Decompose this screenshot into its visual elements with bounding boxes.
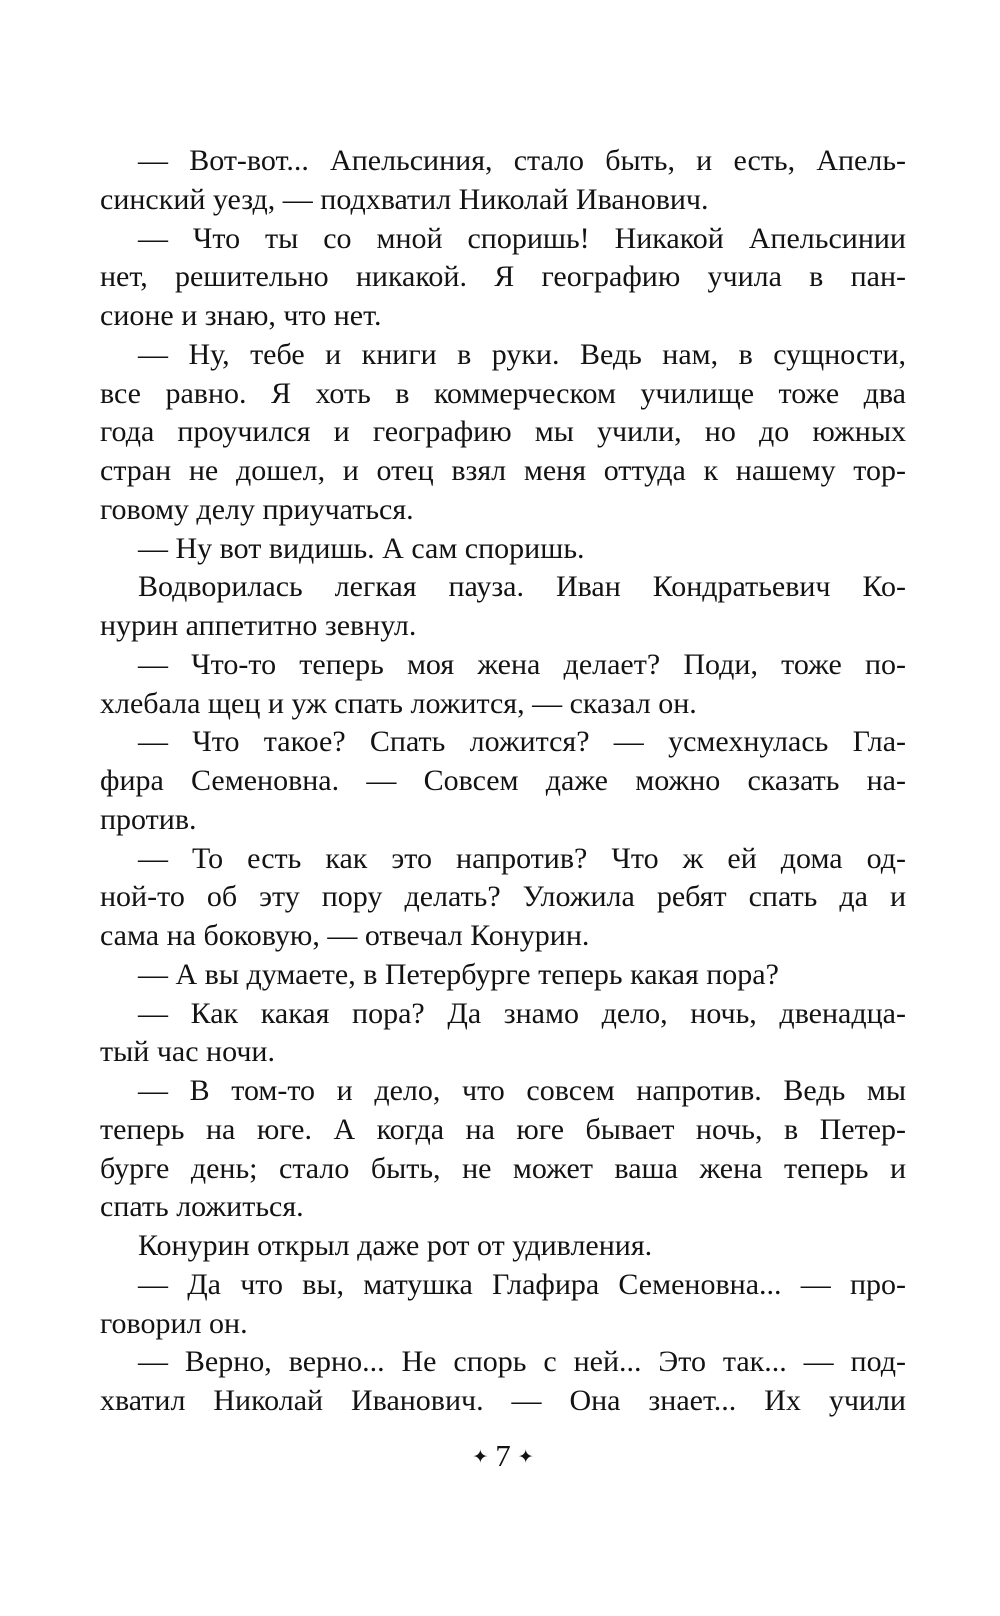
paragraph: [100, 336, 906, 530]
text-line: тый час ночи.: [100, 1035, 275, 1069]
paragraph: [100, 568, 906, 646]
text-block: [100, 142, 906, 1421]
text-line: — То есть как это напротив? Что ж ей дома од-: [138, 841, 906, 875]
text-line: — Что такое? Спать ложится? — усмехнулась Гла-: [138, 725, 906, 759]
text-line: сама на боковую, — отвечал Конурин.: [100, 919, 590, 952]
paragraph: [100, 956, 906, 995]
text-line: все равно. Я хоть в коммерческом училище тоже два: [100, 376, 906, 410]
paragraph: [100, 220, 906, 336]
text-line: говому делу приучаться.: [100, 492, 414, 526]
text-line: — В том-то и дело, что совсем напротив. Ведь мы: [138, 1074, 906, 1107]
text-line: спать ложиться.: [100, 1190, 304, 1224]
text-line: — Вот-вот... Апельсиния, стало быть, и есть, Апель-: [138, 144, 906, 177]
text-line: Конурин открыл даже рот от удивления.: [138, 1229, 653, 1262]
paragraph: [100, 646, 906, 724]
diamond-ornament-icon: ✦: [517, 1447, 534, 1468]
text-line: говорил он.: [100, 1306, 248, 1340]
paragraph: [100, 1343, 906, 1421]
page-number: 7: [495, 1438, 511, 1473]
text-line: синский уезд, — подхватил Николай Иванович.: [100, 182, 709, 216]
text-line: — Ну, тебе и книги в руки. Ведь нам, в сущности,: [138, 337, 906, 371]
text-line: хватил Николай Иванович. — Она знает... Их учили: [100, 1384, 906, 1417]
text-line: сионе и знаю, что нет.: [100, 299, 382, 332]
paragraph: [100, 142, 906, 220]
text-line: теперь на юге. А когда на юге бывает ночь, в Петер-: [100, 1112, 906, 1146]
text-line: — А вы думаете, в Петербурге теперь какая пора?: [138, 957, 779, 991]
text-line: — Да что вы, матушка Глафира Семеновна... — про-: [138, 1267, 906, 1301]
text-line: хлебала щец и уж спать ложится, — сказал он.: [100, 686, 697, 720]
text-line: нет, решительно никакой. Я географию учила в пан-: [100, 260, 906, 294]
paragraph: [100, 723, 906, 839]
paragraph: [100, 1227, 906, 1266]
paragraph: [100, 840, 906, 956]
page-footer: [100, 1436, 906, 1478]
text-line: — Что ты со мной споришь! Никакой Апельсинии: [138, 221, 906, 255]
text-line: ной-то об эту пору делать? Уложила ребят спать да и: [100, 880, 906, 914]
paragraph: [100, 530, 906, 569]
text-line: года проучился и географию мы учили, но до южных: [100, 415, 906, 449]
text-line: против.: [100, 802, 197, 836]
text-line: — Ну вот видишь. А сам споришь.: [138, 531, 585, 565]
paragraph: [100, 1266, 906, 1344]
text-line: стран не дошел, и отец взял меня оттуда к нашему тор-: [100, 454, 906, 487]
text-line: нурин аппетитно зевнул.: [100, 609, 417, 642]
paragraph: [100, 1072, 906, 1227]
paragraph: [100, 995, 906, 1073]
text-line: бурге день; стало быть, не может ваша жена теперь и: [100, 1151, 906, 1185]
text-line: Водворилась легкая пауза. Иван Кондратьевич Ко-: [138, 570, 906, 604]
diamond-ornament-icon: ✦: [472, 1447, 489, 1468]
text-line: — Как какая пора? Да знамо дело, ночь, двенадца-: [138, 996, 906, 1030]
text-line: — Что-то теперь моя жена делает? Поди, тоже по-: [138, 647, 906, 681]
text-line: — Верно, верно... Не спорь с ней... Это так... — под-: [138, 1345, 906, 1379]
text-line: фира Семеновна. — Совсем даже можно сказать на-: [100, 764, 906, 797]
